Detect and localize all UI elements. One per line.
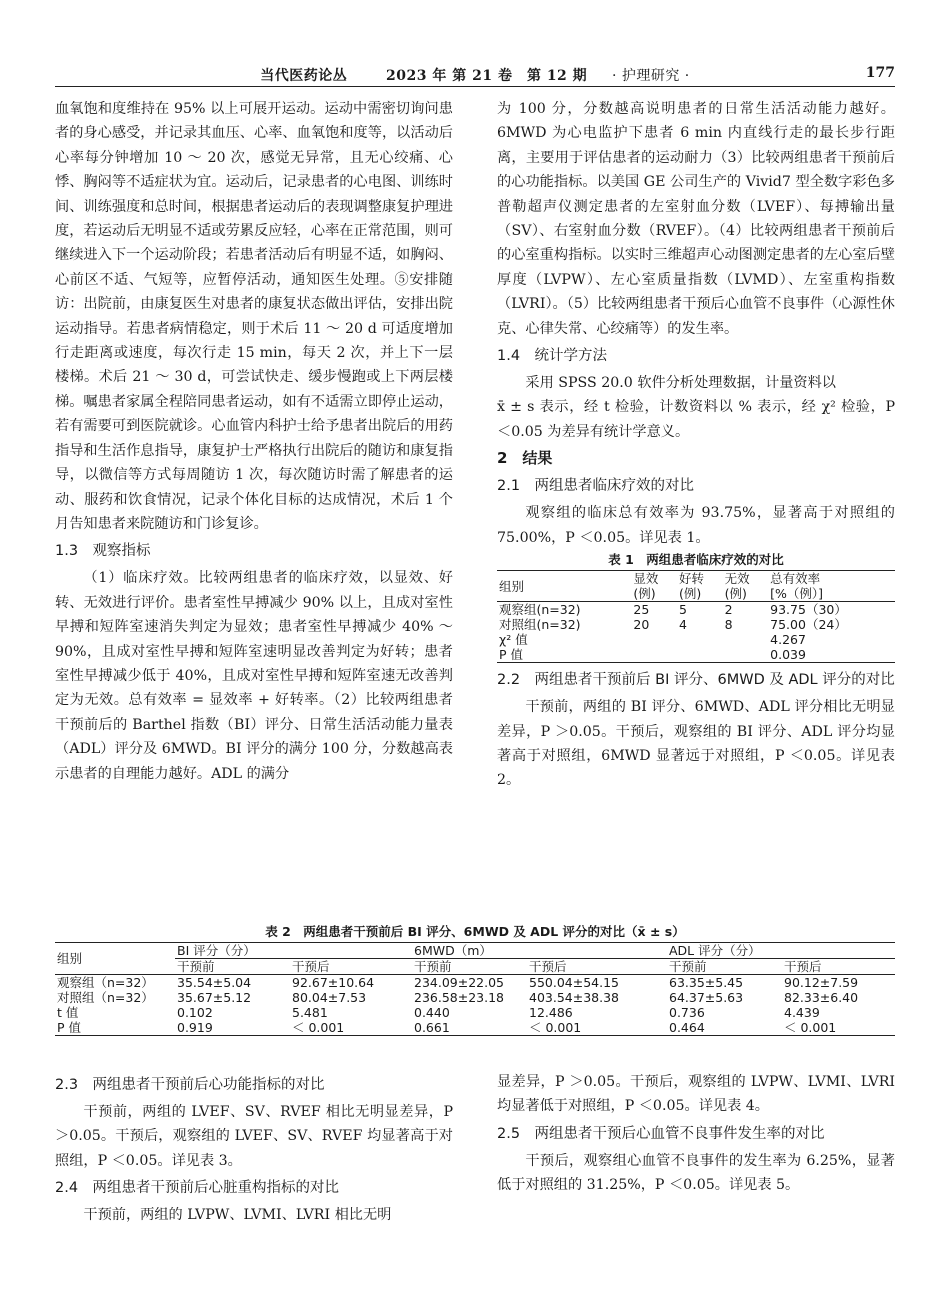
table-row xyxy=(55,1020,895,1036)
table-cell: 对照组（n=32） xyxy=(57,990,154,1005)
table-cell: ＜ 0.001 xyxy=(782,1020,895,1036)
paragraph: 显差异，P ＞0.05。干预后，观察组的 LVPW、LVMI、LVRI 均显著低于对照组，P ＜0.05。详见表 4。 xyxy=(497,1074,895,1115)
table-cell xyxy=(631,632,677,647)
table-header: 干预前 xyxy=(175,959,290,975)
section-heading-2-4: 2.4 两组患者干预前后心脏重构指标的对比 xyxy=(55,1180,340,1197)
table-cell: 2 xyxy=(724,602,733,618)
table-cell: 0.039 xyxy=(770,647,806,663)
table-header: (例) xyxy=(633,586,656,602)
table-cell: 25 xyxy=(633,602,650,618)
table-cell: χ² 值 xyxy=(499,632,528,648)
table-cell: 234.09±22.05 xyxy=(414,975,504,990)
paragraph: 干预前，两组的 LVPW、LVMI、LVRI 相比无明 xyxy=(83,1207,392,1224)
table-cell: 观察组（n=32） xyxy=(57,975,154,990)
table-cell xyxy=(677,647,723,663)
section-heading-1-4: 1.4 统计学方法 xyxy=(497,348,608,365)
section-heading-2-1: 2.1 两组患者临床疗效的对比 xyxy=(497,478,695,495)
table-cell: ＜ 0.001 xyxy=(527,1020,667,1036)
table-cell: 20 xyxy=(633,617,650,633)
section-heading-1-3: 1.3 观察指标 xyxy=(55,543,151,560)
table-1 xyxy=(497,570,895,663)
paragraph: 观察组的临床总有效率为 93.75%，显著高于对照组的 75.00%，P ＜0.05。详见表 1。 xyxy=(497,505,895,546)
table-row xyxy=(497,602,895,618)
paragraph: 采用 SPSS 20.0 软件分析处理数据，计量资料以 xyxy=(525,375,836,392)
table-1-title: 表 1 两组患者临床疗效的对比 xyxy=(608,552,784,568)
bottom-right-column xyxy=(497,1070,895,1198)
table-row xyxy=(55,1005,895,1020)
table-cell: 93.75（30） xyxy=(770,602,847,618)
table-cell: 63.35±5.45 xyxy=(669,975,744,990)
table-row xyxy=(497,617,895,632)
table-header: (例) xyxy=(679,586,702,602)
journal-name: 当代医药论丛 xyxy=(260,68,348,84)
table-cell: 4 xyxy=(679,617,687,633)
section-heading-2-3: 2.3 两组患者干预前后心功能指标的对比 xyxy=(55,1077,325,1093)
table-header: 总有效率 xyxy=(770,571,821,587)
table-cell: 75.00（24） xyxy=(770,617,847,633)
table-cell xyxy=(723,632,769,647)
table-header: 组别 xyxy=(497,571,631,602)
section-heading-2-2: 2.2 两组患者干预前后 BI 评分、6MWD 及 ADL 评分的对比 xyxy=(497,672,895,689)
table-header: 6MWD（m） xyxy=(412,943,667,959)
paragraph: 为 100 分，分数越高说明患者的日常生活活动能力越好。6MWD 为心电监护下患者 6 min 内直线行走的最长步行距离，主要用于评估患者的运动耐力（3）比较两组患者干预前后的心功能指标。以美国 GE 公司生产的 Vivid7 型全数字彩色多普勒超声仪测定患者的左室射血分数（LVEF）、每搏输出量（SV）、右室射血分数（RVEF）。（4）比较两组患者干预前后的心室重构指标。以实时三维超声心动图测定患者的左心室后壁厚度（LVPW）、左心室质量指数（LVMD）、左室重构指数（LVRI）。（5）比较两组患者干预后心血管不良事件（心源性休克、心律失常、心绞痛等）的发生率。 xyxy=(497,101,895,337)
table-row xyxy=(497,632,895,647)
table-cell: 90.12±7.59 xyxy=(784,975,859,990)
table-cell: t 值 xyxy=(57,1005,79,1020)
table-header: 干预前 xyxy=(412,959,527,975)
paragraph: 血氧饱和度维持在 95% 以上可展开运动。运动中需密切询问患者的身心感受，并记录其血压、心率、血氧饱和度等，以活动后心率每分钟增加 10 ～ 20 次，感觉无异常，且无心绞痛、心悸、胸闷等不适症状为宜。运动后，记录患者的心电图、训练时间、训练强度和总时间，根据患者运动后的表现调整康复护理进度，若运动后无明显不适或劳累反应轻，心率在正常范围，则可继续进入下一个运动阶段；若患者活动后有明显不适，如胸闷、心前区不适、气短等，应暂停活动，通知医生处理。⑤安排随访：出院前，由康复医生对患者的康复状态做出评估，安排出院运动指导。若患者病情稳定，则于术后 11 ～ 20 d 可适度增加行走距离或速度，每次行走 15 min，每天 2 次，并上下一层楼梯。术后 21 ～ 30 d，可尝试快走、缓步慢跑或上下两层楼梯。嘱患者家属全程陪同患者运动，如有不适需立即停止运动，若有需要可到医院就诊。心血管内科护士给予患者出院后的用药指导和生活作息指导，康复护士严格执行出院后的随访和康复指导，以微信等方式每周随访 1 次，每次随访时需了解患者的运动、服药和饮食情况，记录个体化目标的达成情况，术后 1 个月告知患者来院随访和门诊复诊。 xyxy=(55,101,453,532)
table-header: 干预前 xyxy=(667,959,782,975)
section-heading-2-5: 2.5 两组患者干预后心血管不良事件发生率的对比 xyxy=(497,1125,825,1142)
table-header: 干预后 xyxy=(782,959,895,975)
table-header: 干预后 xyxy=(290,959,412,975)
table-header: [%（例）] xyxy=(770,586,824,602)
table-cell: 35.67±5.12 xyxy=(177,990,252,1005)
table-cell xyxy=(631,647,677,663)
table-cell: 80.04±7.53 xyxy=(292,990,367,1005)
table-header: 无效 xyxy=(724,571,750,587)
paragraph: 干预前，两组的 BI 评分、6MWD、ADL 评分相比无明显差异，P ＞0.05。干预后，观察组的 BI 评分、ADL 评分均显著高于对照组，6MWD 显著远于对照组，P ＜0.05。详见表 2。 xyxy=(497,699,895,789)
table-cell: 403.54±38.38 xyxy=(529,990,619,1005)
table-cell: 0.736 xyxy=(669,1005,705,1020)
table-2-title: 表 2 两组患者干预前后 BI 评分、6MWD 及 ADL 评分的对比（x̄ ± s） xyxy=(265,924,685,939)
table-cell: 236.58±23.18 xyxy=(414,990,504,1005)
table-cell: 82.33±6.40 xyxy=(784,990,859,1005)
journal-section: · 护理研究 · xyxy=(611,68,690,84)
table-cell: 对照组(n=32) xyxy=(499,617,581,633)
table-cell xyxy=(677,632,723,647)
table-cell: 0.661 xyxy=(412,1020,527,1036)
paragraph: 干预前，两组的 LVEF、SV、RVEF 相比无明显差异，P ＞0.05。干预后，观察组的 LVEF、SV、RVEF 均显著高于对照组，P ＜0.05。详见表 3。 xyxy=(55,1104,453,1169)
right-column xyxy=(497,97,895,793)
table-row xyxy=(55,975,895,991)
paragraph: x̄ ± s 表示，经 t 检验，计数资料以 % 表示，经 χ² 检验，P ＜0.05 为差异有统计学意义。 xyxy=(497,399,895,440)
table-cell: 0.440 xyxy=(414,1005,450,1020)
table-cell: 0.102 xyxy=(177,1005,213,1020)
table-2-block xyxy=(55,922,895,1036)
table-cell: 35.54±5.04 xyxy=(177,975,252,990)
table-cell: 5 xyxy=(679,602,687,618)
table-cell: 0.464 xyxy=(667,1020,782,1036)
table-cell: P 值 xyxy=(499,647,524,663)
table-header: 显效 xyxy=(633,571,659,587)
paragraph: （1）临床疗效。比较两组患者的临床疗效，以显效、好转、无效进行评价。患者室性早搏减少 90% 以上，且成对室性早搏和短阵室速消失判定为显效；患者室性早搏减少 40% ～ 90%，且成对室性早搏和短阵室速明显改善判定为好转；患者室性早搏减少低于 40%，且成对室性早搏和短阵室速无改善判定为无效。总有效率 = 显效率 + 好转率。（2）比较两组患者干预前后的 Barthel 指数（BI）评分、日常生活活动能力量表（ADL）评分及 6MWD。BI 评分的满分 100 分，分数越高表示患者的自理能力越好。ADL 的满分 xyxy=(55,570,453,782)
journal-issue: 2023 年 第 21 卷 第 12 期 xyxy=(386,68,588,84)
left-column xyxy=(55,97,453,786)
table-row xyxy=(55,990,895,1005)
table-cell: 8 xyxy=(724,617,733,633)
page-number: 177 xyxy=(865,65,895,81)
table-header: 干预后 xyxy=(527,959,667,975)
table-cell: 5.481 xyxy=(292,1005,328,1020)
table-cell: 4.267 xyxy=(770,632,806,648)
table-2 xyxy=(55,942,895,1036)
journal-info xyxy=(55,65,895,85)
table-cell xyxy=(723,647,769,663)
table-header: BI 评分（分） xyxy=(175,943,412,959)
table-header: 好转 xyxy=(679,571,705,587)
running-header xyxy=(55,64,895,87)
table-cell: 0.919 xyxy=(175,1020,290,1036)
table-cell: 64.37±5.63 xyxy=(669,990,744,1005)
table-cell: 92.67±10.64 xyxy=(292,975,375,990)
table-header: (例) xyxy=(724,586,747,602)
table-cell: 12.486 xyxy=(529,1005,573,1020)
table-header: ADL 评分（分） xyxy=(667,943,895,959)
table-cell: 550.04±54.15 xyxy=(529,975,619,990)
paragraph: 干预后，观察组心血管不良事件的发生率为 6.25%，显著低于对照组的 31.25%，P ＜0.05。详见表 5。 xyxy=(497,1152,895,1194)
table-cell: P 值 xyxy=(55,1020,175,1036)
table-cell: 4.439 xyxy=(784,1005,820,1020)
table-header: 组别 xyxy=(55,943,175,975)
bottom-left-column xyxy=(55,1070,453,1228)
table-cell: 观察组(n=32) xyxy=(499,602,581,618)
table-row xyxy=(497,647,895,663)
section-heading-2: 2 结果 xyxy=(497,449,553,468)
table-cell: ＜ 0.001 xyxy=(290,1020,412,1036)
